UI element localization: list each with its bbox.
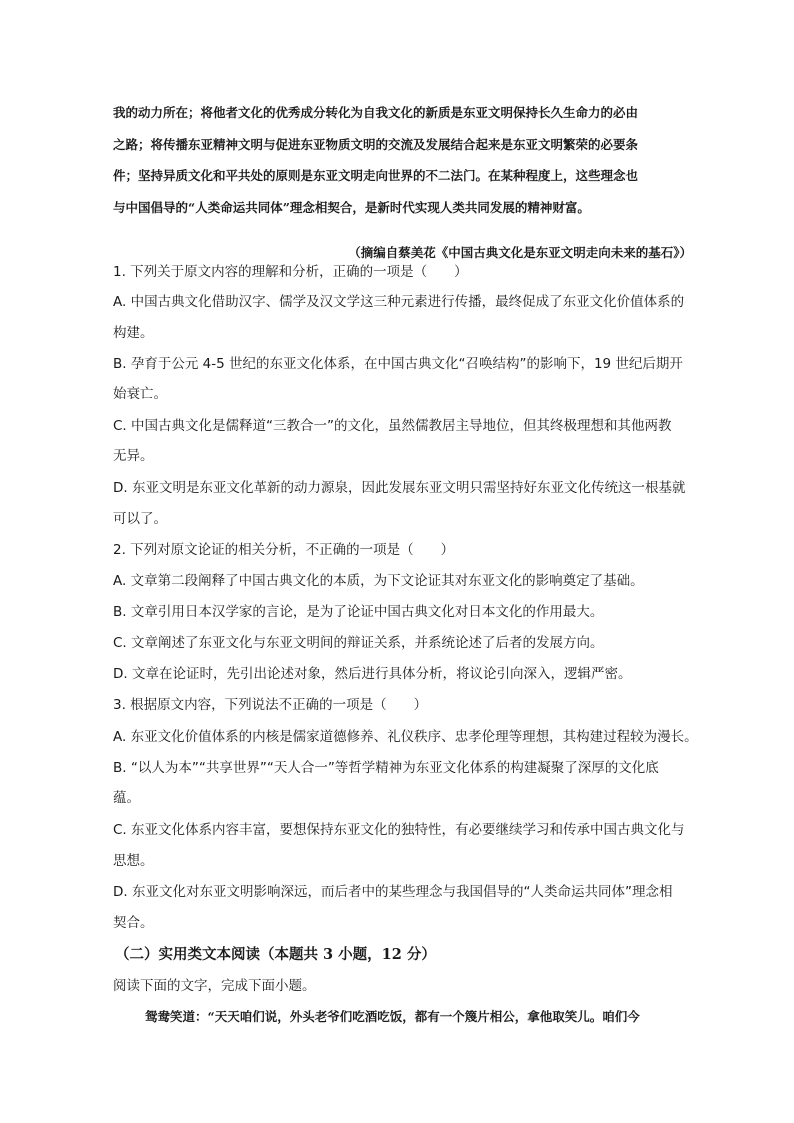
option-line: 思想。 bbox=[113, 853, 154, 869]
option-line: C. 东亚文化体系内容丰富，要想保持东亚文化的独特性，有必要继续学习和传承中国古典文化与 bbox=[113, 822, 685, 838]
passage-line: 之路；将传播东亚精神文明与促进东亚物质文明的交流及发展结合起来是东亚文明繁荣的必要条 bbox=[113, 137, 639, 152]
section-heading: （二）实用类文本阅读（本题共 3 小题，12 分） bbox=[115, 946, 436, 963]
question-stem: 3. 根据原文内容，下列说法不正确的一项是（ ） bbox=[113, 697, 428, 713]
option-line: A. 中国古典文化借助汉字、儒学及汉文学这三种元素进行传播，最终促成了东亚文化价值体系的 bbox=[113, 294, 685, 310]
option-line: C. 中国古典文化是儒释道“三教合一”的文化，虽然儒教居主导地位，但其终极理想和其他两教 bbox=[113, 418, 672, 434]
passage-line: 与中国倡导的“人类命运共同体”理念相契合，是新时代实现人类共同发展的精神财富。 bbox=[113, 200, 590, 215]
option-line: B. “以人为本”“共享世界”“天人合一”等哲学精神为东亚文化体系的构建凝聚了深厚的文化底 bbox=[113, 760, 659, 776]
option-line: D. 东亚文明是东亚文化革新的动力源泉，因此发展东亚文明只需坚持好东亚文化传统这一根基就 bbox=[113, 480, 686, 496]
option-line: C. 文章阐述了东亚文化与东亚文明间的辩证关系，并系统论述了后者的发展方向。 bbox=[113, 635, 604, 651]
passage-line: 件；坚持异质文化和平共处的原则是东亚文明走向世界的不二法门。在某种程度上，这些理念也 bbox=[113, 168, 639, 183]
option-line: 构建。 bbox=[113, 325, 154, 341]
option-line: A. 东亚文化价值体系的内核是儒家道德修养、礼仪秩序、忠孝伦理等理想，其构建过程较为漫长。 bbox=[113, 729, 698, 745]
question-stem: 2. 下列对原文论证的相关分析，不正确的一项是（ ） bbox=[113, 542, 455, 558]
option-line: D. 文章在论证时，先引出论述对象，然后进行具体分析，将议论引向深入，逻辑严密。 bbox=[113, 666, 632, 682]
passage-line: 我的动力所在；将他者文化的优秀成分转化为自我文化的新质是东亚文明保持长久生命力的必由 bbox=[113, 105, 639, 120]
option-line: B. 孕育于公元 4-5 世纪的东亚文化体系，在中国古典文化“召唤结构”的影响下，19 世纪后期开 bbox=[113, 356, 683, 372]
option-line: 契合。 bbox=[113, 915, 154, 931]
option-line: 无异。 bbox=[113, 448, 154, 464]
passage-line: 鸳鸯笑道：“天天咱们说，外头老爷们吃酒吃饭，都有一个篾片相公，拿他取笑儿。咱们今 bbox=[145, 1009, 640, 1024]
option-line: B. 文章引用日本汉学家的言论，是为了论证中国古典文化对日本文化的作用最大。 bbox=[113, 604, 604, 620]
question-stem: 1. 下列关于原文内容的理解和分析，正确的一项是（ ） bbox=[113, 264, 468, 280]
passage-source: （摘编自蔡美花《中国古典文化是东亚文明走向未来的基石》） bbox=[348, 244, 692, 260]
option-line: A. 文章第二段阐释了中国古典文化的本质，为下文论证其对东亚文化的影响奠定了基础。 bbox=[113, 573, 644, 589]
option-line: D. 东亚文化对东亚文明影响深远，而后者中的某些理念与我国倡导的“人类命运共同体”理念相 bbox=[113, 884, 673, 900]
option-line: 始衰亡。 bbox=[113, 386, 167, 402]
option-line: 蕴。 bbox=[113, 790, 140, 806]
section-instruction: 阅读下面的文字，完成下面小题。 bbox=[113, 978, 316, 994]
option-line: 可以了。 bbox=[113, 511, 167, 527]
